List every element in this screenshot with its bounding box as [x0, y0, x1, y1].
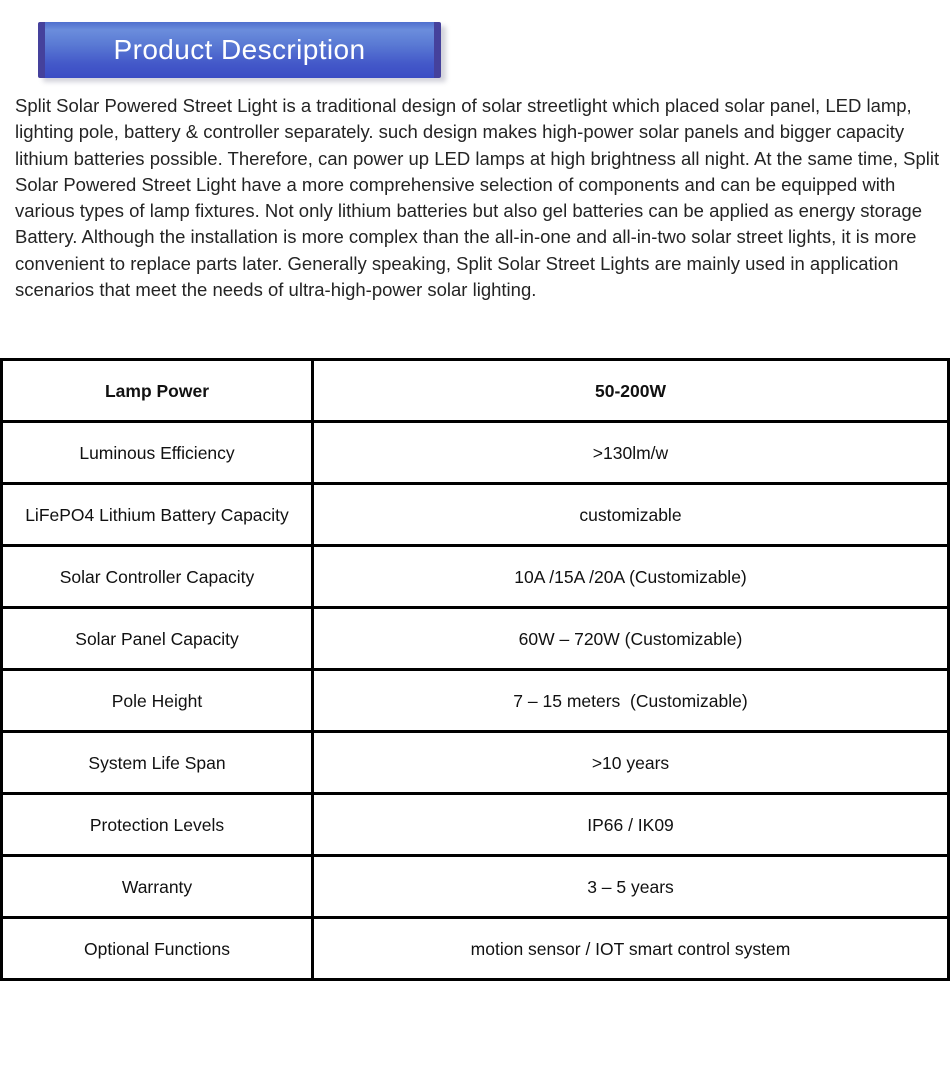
- table-row: [2, 608, 949, 670]
- spec-label: Solar Controller Capacity: [2, 546, 313, 608]
- spec-value: 50-200W: [313, 360, 949, 422]
- table-row: [2, 546, 949, 608]
- section-title: Product Description: [113, 34, 366, 65]
- spec-value: >130lm/w: [313, 422, 949, 484]
- spec-value: customizable: [313, 484, 949, 546]
- table-row: [2, 856, 949, 918]
- table-row: [2, 484, 949, 546]
- spec-label: Protection Levels: [2, 794, 313, 856]
- table-row: [2, 422, 949, 484]
- spec-value: >10 years: [313, 732, 949, 794]
- spec-table-body: [2, 360, 949, 980]
- spec-label: Lamp Power: [2, 360, 313, 422]
- table-row: [2, 732, 949, 794]
- spec-label: Solar Panel Capacity: [2, 608, 313, 670]
- table-row: [2, 918, 949, 980]
- spec-label: System Life Span: [2, 732, 313, 794]
- spec-label: Optional Functions: [2, 918, 313, 980]
- table-row: [2, 360, 949, 422]
- spec-value: motion sensor / IOT smart control system: [313, 918, 949, 980]
- product-description-banner: [38, 22, 441, 78]
- table-row: [2, 670, 949, 732]
- spec-label: LiFePO4 Lithium Battery Capacity: [2, 484, 313, 546]
- product-description-paragraph: Split Solar Powered Street Light is a traditional design of solar streetlight which placed solar panel, LED lamp, lighting pole, battery & controller separately. such design makes high-power solar panels and bigger capacity lithium batteries possible. Therefore, can power up LED lamps at high brightness all night. At the same time, Split Solar Powered Street Light have a more comprehensive selection of components and can be equipped with various types of lamp fixtures. Not only lithium batteries but also gel batteries can be applied as energy storage Battery. Although the installation is more complex than the all-in-one and all-in-two solar street lights, it is more convenient to replace parts later. Generally speaking, Split Solar Street Lights are mainly used in application scenarios that meet the needs of ultra-high-power solar lighting.: [15, 95, 940, 301]
- spec-value: 60W – 720W (Customizable): [313, 608, 949, 670]
- spec-label: Luminous Efficiency: [2, 422, 313, 484]
- table-row: [2, 794, 949, 856]
- spec-value: 10A /15A /20A (Customizable): [313, 546, 949, 608]
- spec-value: 3 – 5 years: [313, 856, 949, 918]
- spec-label: Warranty: [2, 856, 313, 918]
- spec-value: IP66 / IK09: [313, 794, 949, 856]
- spec-label: Pole Height: [2, 670, 313, 732]
- spec-table: [0, 358, 950, 981]
- spec-value: 7 – 15 meters (Customizable): [313, 670, 949, 732]
